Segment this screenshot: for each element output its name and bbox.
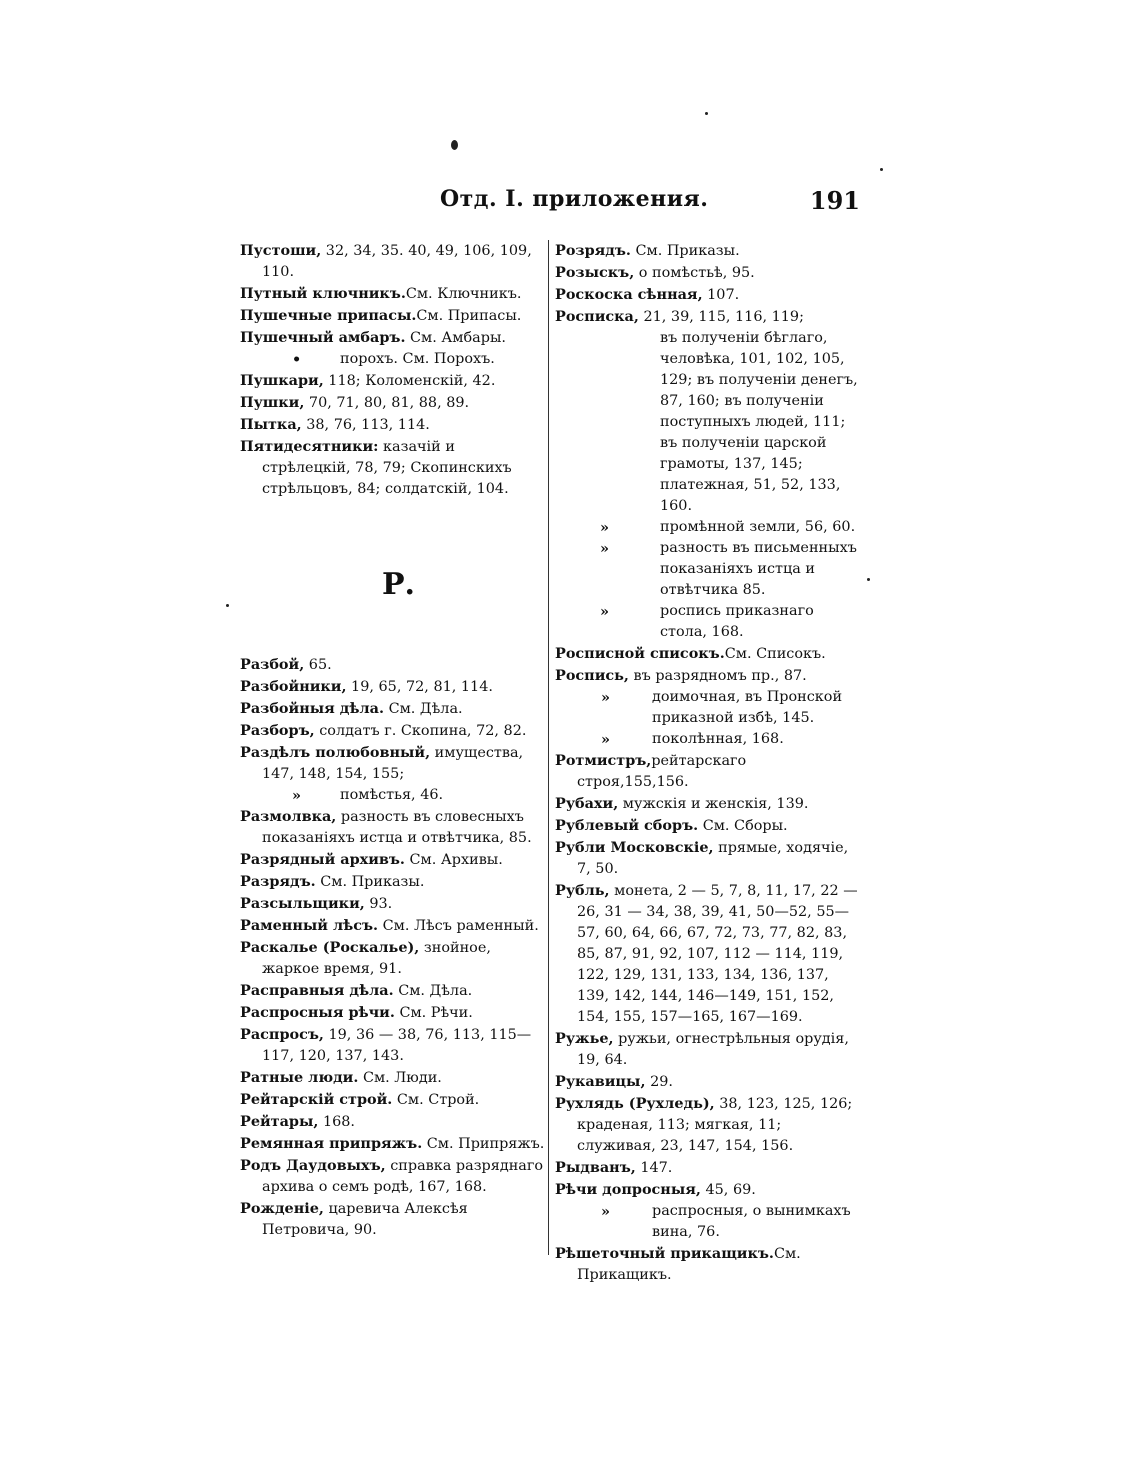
index-entry: [240, 915, 545, 937]
index-entry: [240, 980, 545, 1002]
entry-text: 168.: [318, 1114, 356, 1130]
entry-headword: Розрядъ.: [555, 242, 631, 259]
entry-headword: Рѣчи допросныя,: [555, 1181, 701, 1198]
entry-headword: Рухлядь (Рухледь),: [555, 1095, 715, 1112]
entry-headword: Разсыльщики,: [240, 895, 365, 912]
index-entry: [555, 643, 860, 665]
entry-headword: Размолвка,: [240, 808, 337, 825]
ditto-mark: »: [600, 519, 609, 536]
entry-text: въ разрядномъ пр., 87.: [628, 668, 807, 684]
entry-headword: Пушечный амбаръ.: [240, 329, 406, 346]
entry-headword: Пушки,: [240, 394, 305, 411]
entry-text: распросныя, о вынимкахъ вина, 76.: [652, 1203, 851, 1240]
index-entry: [555, 262, 860, 284]
entry-headword: Пятидесятники:: [240, 438, 379, 455]
entry-text: См. Припряжъ.: [422, 1136, 545, 1152]
index-entry: [240, 849, 545, 871]
entry-text: 21, 39, 115, 116, 119;: [638, 309, 804, 325]
entry-text: 19, 36 — 38, 76, 113, 115—117, 120, 137, 143.: [262, 1027, 532, 1064]
entry-text: См. Ключникъ.: [405, 286, 522, 302]
entry-text: 38, 123, 125, 126; краденая, 113; мягкая, 11; служивая, 23, 147, 154, 156.: [577, 1096, 853, 1154]
entry-headword: Рожденіе,: [240, 1200, 324, 1217]
column-divider: [548, 240, 549, 1255]
entry-text: справка разряднаго архива о семъ родѣ, 167, 168.: [262, 1158, 544, 1195]
entry-text: См. Порохъ.: [397, 351, 495, 367]
entry-text: промѣнной земли, 56, 60.: [660, 519, 856, 535]
index-entry: [555, 815, 860, 837]
entry-headword: Рубли Московскіе,: [555, 839, 714, 856]
entry-headword: Рѣшеточный прикащикъ.: [555, 1245, 774, 1262]
entry-text: 147.: [635, 1160, 673, 1176]
entry-text: разность въ словесныхъ показаніяхъ истца и отвѣтчика, 85.: [262, 809, 532, 846]
entry-headword: Рубль,: [555, 882, 610, 899]
index-entry: [240, 676, 545, 698]
entry-headword: Разбойныя дѣла.: [240, 700, 384, 717]
entry-text: См. Приказы.: [630, 243, 740, 259]
entry-text: См. Припасы.: [416, 308, 522, 324]
running-title: Отд. I. приложения.: [440, 186, 709, 212]
index-entry: [240, 1198, 545, 1241]
index-entry: [240, 1024, 545, 1067]
index-entry: [555, 1243, 860, 1286]
print-speck: [451, 140, 458, 150]
index-subentry: [555, 517, 860, 538]
entry-text: 118; Коломенскій, 42.: [323, 373, 496, 389]
right-column: [555, 240, 860, 1286]
entry-text: См. Списокъ.: [724, 646, 826, 662]
entry-text: въ полученіи бѣглаго, человѣка, 101, 102, 105, 129; въ полученіи денегъ, 87, 160; въ полученіи поступныхъ людей, 111; въ полученіи царской грамоты, 137, 145; платежная, 51, 52, 133, 160.: [660, 330, 858, 514]
entry-text: поколѣнная, 168.: [652, 731, 784, 747]
left-column-entries-r: [240, 654, 545, 1241]
right-column-entries: [555, 240, 860, 1286]
entry-text: 65.: [304, 657, 332, 673]
entry-headword: Росписной списокъ.: [555, 645, 725, 662]
index-entry: [555, 1179, 860, 1201]
print-speck: [880, 168, 883, 171]
index-entry: [240, 1133, 545, 1155]
entry-text: доимочная, въ Пронской приказной избѣ, 145.: [652, 689, 843, 726]
entry-text: См. Амбары.: [405, 330, 506, 346]
entry-headword: Родъ Даудовыхъ,: [240, 1157, 386, 1174]
index-entry: [555, 880, 860, 1028]
ditto-mark: »: [601, 731, 610, 748]
left-column-entries-p: [240, 240, 545, 500]
index-entry: [240, 893, 545, 915]
index-entry: [555, 284, 860, 306]
index-entry: [240, 1089, 545, 1111]
entry-text: 93.: [364, 896, 393, 912]
entry-text: См. Рѣчи.: [394, 1005, 473, 1021]
print-speck: [867, 578, 870, 581]
page-number: 191: [809, 186, 860, 215]
entry-headword: порохъ.: [340, 351, 398, 367]
entry-headword: Пустоши,: [240, 242, 322, 259]
entry-text: знойное, жаркое время, 91.: [262, 940, 491, 977]
entry-text: царевича Алексѣя Петровича, 90.: [262, 1201, 468, 1238]
index-entry: [240, 305, 545, 327]
entry-headword: Пытка,: [240, 416, 302, 433]
entry-text: прямые, ходячіе, 7, 50.: [577, 840, 849, 877]
entry-text: помѣстья, 46.: [340, 787, 444, 803]
index-entry: [240, 871, 545, 893]
index-subentry: [555, 538, 860, 601]
entry-text: имущества, 147, 148, 154, 155;: [262, 745, 524, 782]
entry-headword: Рукавицы,: [555, 1073, 646, 1090]
index-entry: [240, 720, 545, 742]
ditto-mark: •: [292, 351, 302, 368]
index-entry: [555, 793, 860, 815]
index-entry: [555, 750, 860, 793]
index-entry: [555, 665, 860, 687]
entry-text: ружьи, огнестрѣльныя орудія, 19, 64.: [577, 1031, 849, 1068]
index-entry: [240, 414, 545, 436]
index-entry: [240, 370, 545, 392]
entry-text: См. Дѣла.: [384, 701, 463, 717]
entry-headword: Рейтары,: [240, 1113, 319, 1130]
entry-text: См. Строй.: [392, 1092, 480, 1108]
index-subentry: [555, 601, 860, 643]
index-entry: [555, 240, 860, 262]
index-subentry: [555, 687, 860, 729]
entry-text: рейтарскаго строя,155,156.: [577, 753, 747, 790]
index-entry: [555, 837, 860, 880]
index-subentry: [240, 349, 545, 370]
entry-headword: Ружье,: [555, 1030, 614, 1047]
entry-text: роспись приказнаго стола, 168.: [660, 603, 814, 640]
index-entry: [240, 392, 545, 414]
entry-headword: Путный ключникъ.: [240, 285, 406, 302]
entry-headword: Розыскъ,: [555, 264, 635, 281]
ditto-mark: »: [601, 1203, 610, 1220]
entry-headword: Росписка,: [555, 308, 639, 325]
entry-text: 70, 71, 80, 81, 88, 89.: [304, 395, 470, 411]
ditto-mark: »: [601, 689, 610, 706]
entry-headword: Распросныя рѣчи.: [240, 1004, 395, 1021]
ditto-mark: »: [292, 787, 301, 804]
entry-text: См. Лѣсъ раменный.: [378, 918, 539, 934]
index-entry: [240, 654, 545, 676]
entry-text: 45, 69.: [700, 1182, 756, 1198]
index-entry: [555, 1071, 860, 1093]
entry-headword: Расправныя дѣла.: [240, 982, 394, 999]
entry-headword: Разборъ,: [240, 722, 315, 739]
entry-headword: Пушкари,: [240, 372, 324, 389]
index-subentry: [240, 785, 545, 806]
entry-text: солдатъ г. Скопина, 72, 82.: [314, 723, 527, 739]
index-entry: [240, 1067, 545, 1089]
entry-headword: Рыдванъ,: [555, 1159, 636, 1176]
ditto-mark: »: [600, 540, 609, 557]
ditto-mark: »: [600, 603, 609, 620]
entry-text: См. Прикащикъ.: [577, 1246, 801, 1283]
entry-text: 38, 76, 113, 114.: [301, 417, 430, 433]
index-entry: [555, 306, 860, 328]
entry-headword: Разрядный архивъ.: [240, 851, 405, 868]
index-entry: [240, 1111, 545, 1133]
entry-headword: Ратные люди.: [240, 1069, 359, 1086]
index-entry: [555, 1093, 860, 1157]
entry-headword: Рубахи,: [555, 795, 619, 812]
index-entry: [240, 937, 545, 980]
entry-headword: Разрядъ.: [240, 873, 316, 890]
index-entry: [555, 1157, 860, 1179]
index-entry: [240, 742, 545, 785]
entry-text: казачій и стрѣлецкій, 78, 79; Скопинскихъ стрѣльцовъ, 84; солдатскій, 104.: [262, 439, 512, 497]
index-entry: [240, 1155, 545, 1198]
entry-headword: Рублевый сборъ.: [555, 817, 699, 834]
index-subentry: [555, 729, 860, 750]
entry-text: монета, 2 — 5, 7, 8, 11, 17, 22 — 26, 31 — 34, 38, 39, 41, 50—52, 55—57, 60, 64, 66, 67, 72, 73, 77, 82, 83, 85, 87, 91, 92, 107, 112 — 114, 119, 122, 129, 131, 133, 134, 136, 137, 139, 142, 144, 146—149, 151, 152, 154, 155, 157—165, 167—169.: [577, 883, 858, 1025]
index-subentry: [555, 328, 860, 517]
index-entry: [240, 436, 545, 500]
entry-text: См. Приказы.: [315, 874, 425, 890]
entry-headword: Разбой,: [240, 656, 305, 673]
entry-text: разность въ письменныхъ показаніяхъ истца и отвѣтчика 85.: [660, 540, 857, 598]
entry-text: См. Люди.: [358, 1070, 442, 1086]
entry-headword: Пушечные припасы.: [240, 307, 417, 324]
print-speck: [226, 604, 229, 607]
index-entry: [240, 240, 545, 283]
entry-headword: Раскалье (Роскалье),: [240, 939, 420, 956]
entry-text: о помѣстьѣ, 95.: [634, 265, 755, 281]
running-header: [240, 186, 860, 226]
entry-text: 32, 34, 35. 40, 49, 106, 109, 110.: [262, 243, 532, 280]
entry-text: См. Дѣла.: [393, 983, 473, 999]
entry-text: См. Архивы.: [404, 852, 503, 868]
entry-headword: Роскоска сѣнная,: [555, 286, 703, 303]
entry-headword: Раздѣлъ полюбовный,: [240, 744, 431, 761]
entry-headword: Рейтарскій строй.: [240, 1091, 393, 1108]
entry-text: мужскія и женскія, 139.: [618, 796, 809, 812]
print-speck: [705, 112, 708, 115]
entry-text: 19, 65, 72, 81, 114.: [346, 679, 493, 695]
entry-text: См. Сборы.: [698, 818, 788, 834]
index-entry: [240, 698, 545, 720]
section-letter: Р.: [382, 567, 416, 602]
index-entry: [240, 327, 545, 349]
entry-text: 107.: [702, 287, 740, 303]
left-column: [240, 240, 545, 1241]
entry-headword: Распросъ,: [240, 1026, 324, 1043]
entry-headword: Роспись,: [555, 667, 629, 684]
index-entry: [240, 806, 545, 849]
entry-headword: Ремянная припряжъ.: [240, 1135, 423, 1152]
index-subentry: [555, 1201, 860, 1243]
entry-headword: Разбойники,: [240, 678, 347, 695]
index-entry: [555, 1028, 860, 1071]
entry-text: 29.: [645, 1074, 673, 1090]
entry-headword: Ротмистръ,: [555, 752, 652, 769]
entry-headword: Раменный лѣсъ.: [240, 917, 379, 934]
index-entry: [240, 283, 545, 305]
index-entry: [240, 1002, 545, 1024]
